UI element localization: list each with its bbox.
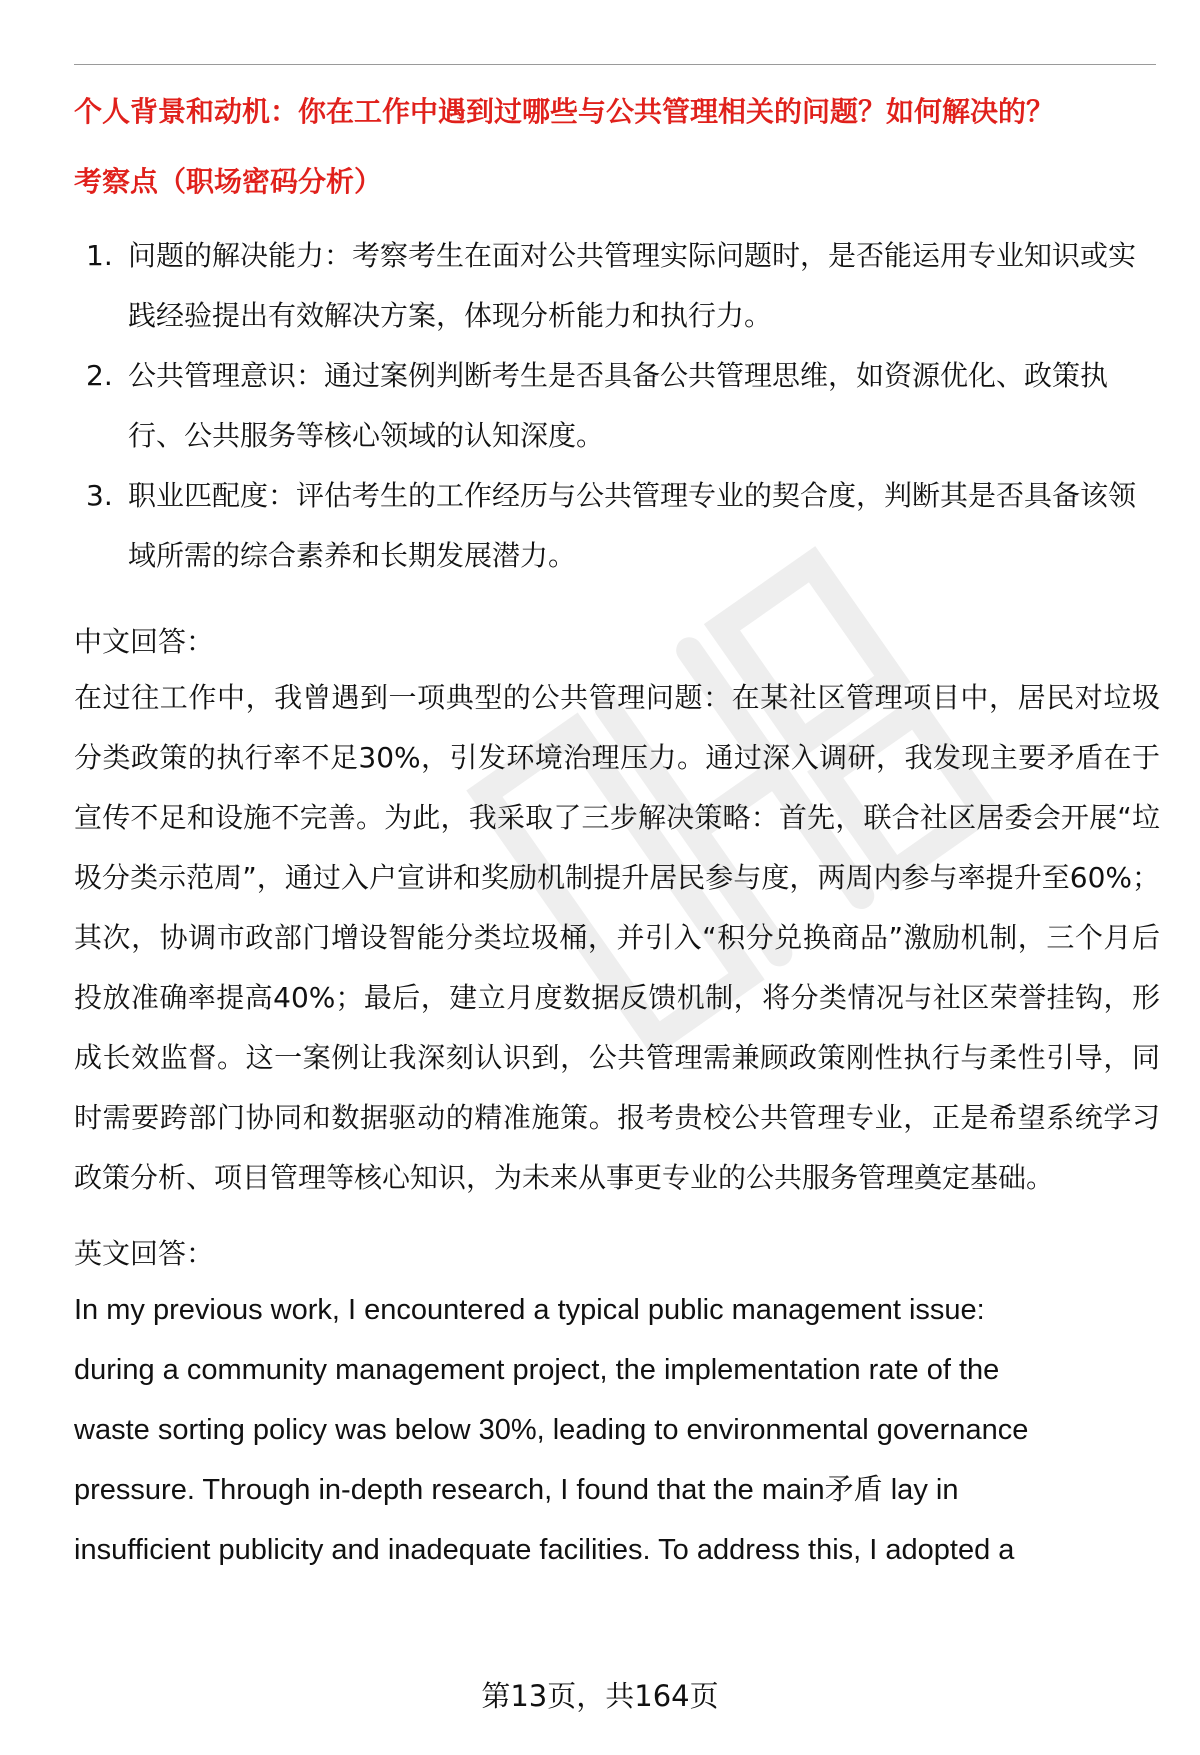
english-answer-line: pressure. Through in-depth research, I found that the main矛盾 lay in (74, 1474, 959, 1506)
chinese-answer-label: 中文回答： (74, 625, 215, 658)
list-item (74, 466, 1160, 586)
english-answer-label: 英文回答： (74, 1237, 215, 1270)
focus-title: 考察点（职场密码分析） (74, 165, 383, 198)
document-body (74, 92, 1160, 1580)
list-item-text: 职业匹配度：评估考生的工作经历与公共管理专业的契合度，判断其是否具备该领域所需的综合素养和长期发展潜力。 (128, 479, 1137, 572)
page-number-footer: 第13页，共164页 (481, 1679, 719, 1713)
chinese-answer-text: 在过往工作中，我曾遇到一项典型的公共管理问题：在某社区管理项目中，居民对垃圾分类政策的执行率不足30%，引发环境治理压力。通过深入调研，我发现主要矛盾在于宣传不足和设施不完善。为此，我采取了三步解决策略：首先，联合社区居委会开展“垃圾分类示范周”，通过入户宣讲和奖励机制提升居民参与度，两周内参与率提升至60%；其次，协调市政部门增设智能分类垃圾桶，并引入“积分兑换商品”激励机制，三个月后投放准确率提高40%；最后，建立月度数据反馈机制，将分类情况与社区荣誉挂钩，形成长效监督。这一案例让我深刻认识到，公共管理需兼顾政策刚性执行与柔性引导，同时需要跨部门协同和数据驱动的精准施策。报考贵校公共管理专业，正是希望系统学习政策分析、项目管理等核心知识，为未来从事更专业的公共服务管理奠定基础。 (74, 681, 1160, 1194)
list-item-text: 公共管理意识：通过案例判断考生是否具备公共管理思维，如资源优化、政策执行、公共服务等核心领域的认知深度。 (128, 359, 1109, 452)
list-item (74, 346, 1160, 466)
english-answer-text (74, 1280, 1160, 1580)
english-answer-line: waste sorting policy was below 30%, leading to environmental governance (74, 1414, 1029, 1446)
list-item-number: 2. (86, 359, 113, 392)
header-rule (74, 64, 1156, 65)
english-answer-line: during a community management project, the implementation rate of the (74, 1354, 1000, 1386)
list-item-number: 1. (86, 239, 113, 272)
english-answer-line: In my previous work, I encountered a typical public management issue: (74, 1294, 985, 1326)
list-item-number: 3. (86, 479, 113, 512)
focus-points-list (74, 226, 1160, 586)
list-item-text: 问题的解决能力：考察考生在面对公共管理实际问题时，是否能运用专业知识或实践经验提出有效解决方案，体现分析能力和执行力。 (128, 239, 1137, 332)
english-answer-line: insufficient publicity and inadequate facilities. To address this, I adopted a (74, 1534, 1015, 1566)
question-heading: 个人背景和动机：你在工作中遇到过哪些与公共管理相关的问题？如何解决的？ (74, 95, 1055, 128)
list-item (74, 226, 1160, 346)
